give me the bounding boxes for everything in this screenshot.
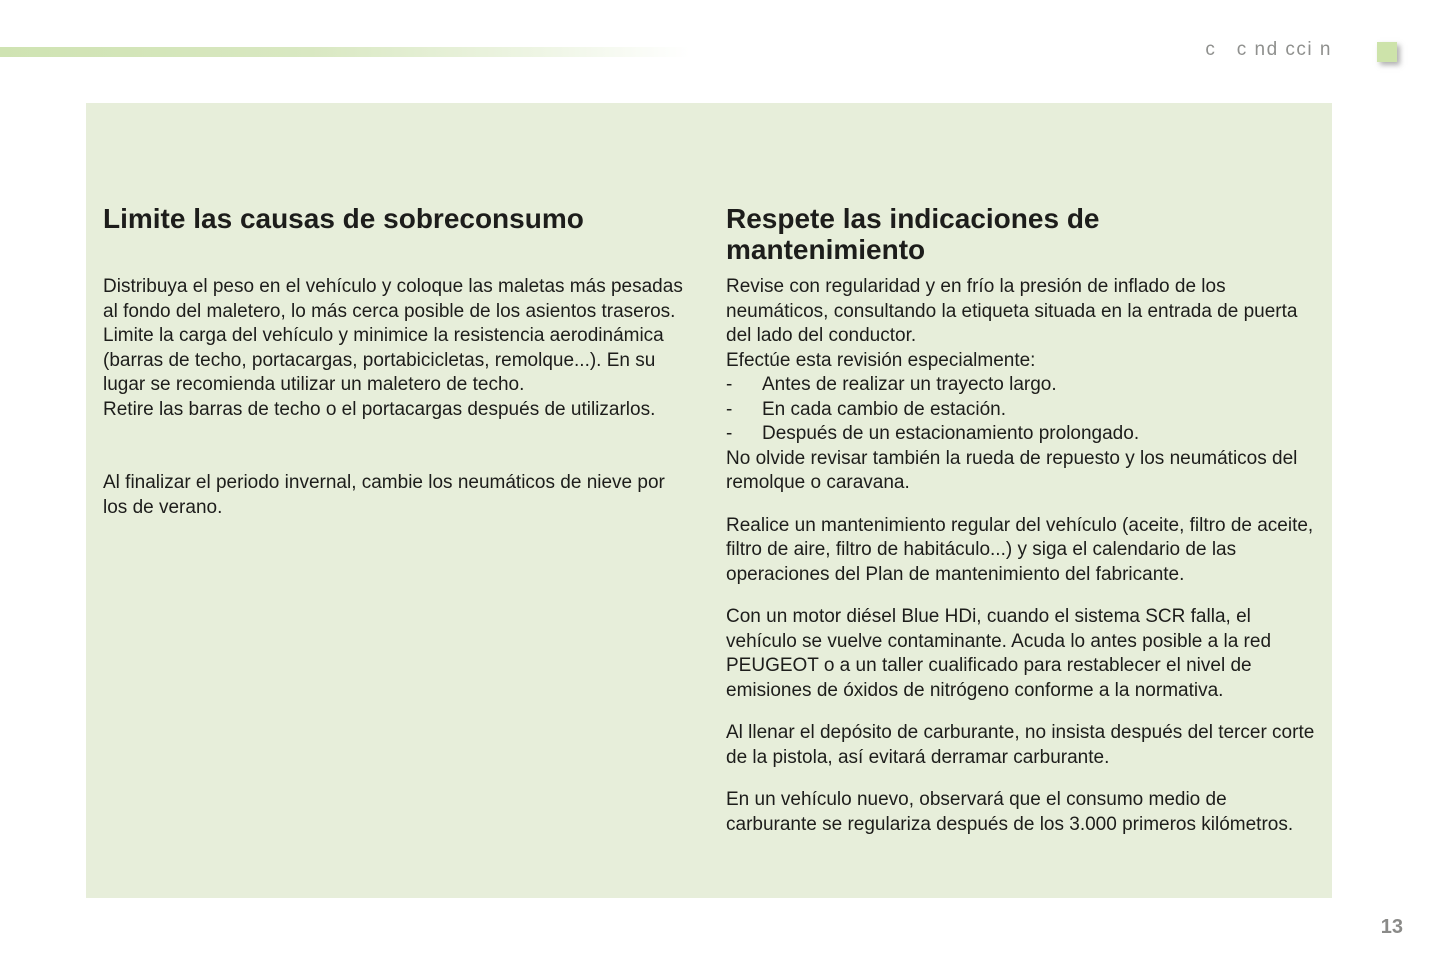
bullet-dash: - [726,398,733,420]
list-item-text: En cada cambio de estación. [762,398,1006,420]
left-column-heading: Limite las causas de sobreconsumo [103,203,584,234]
bullet-dash: - [726,374,733,395]
right-column [726,203,1318,898]
body-paragraph: Distribuya el peso en el vehículo y coloque las maletas más pesadas al fondo del maletero, lo más cerca posible de los asientos traseros. [103,276,683,322]
list-item-text: Antes de realizar un trayecto largo. [762,374,1057,395]
section-color-tab-icon [1377,42,1397,62]
left-column-body [103,275,693,520]
body-paragraph: En un vehículo nuevo, observará que el consumo medio de carburante se regulariza después de los 3.000 primeros kilómetros. [726,789,1294,835]
body-paragraph: Retire las barras de techo o el portacargas después de utilizarlos. [103,398,656,420]
right-column-body [726,275,1318,837]
header-gradient-bar [0,47,690,57]
right-column-heading: Respete las indicaciones de mantenimiento [726,203,1100,265]
body-paragraph: Al llenar el depósito de carburante, no insista después del tercer corte de la pistola, así evitará derramar carburante. [726,722,1315,768]
list-item [726,373,1318,398]
left-column [103,203,693,898]
bullet-dash: - [726,423,733,444]
body-paragraph: Con un motor diésel Blue HDi, cuando el sistema SCR falla, el vehículo se vuelve contaminante. Acuda lo antes posible a la red PEUGEOT o a un taller cualificado para restablecer el nivel de emisiones de óxidos de nitrógeno conforme a la normativa. [726,606,1272,701]
list-item-text: Después de un estacionamiento prolongado. [762,423,1140,444]
section-title: c c nd cci n [1205,39,1332,60]
body-paragraph: Al finalizar el periodo invernal, cambie los neumáticos de nieve por los de verano. [103,472,665,518]
list-item [726,398,1318,423]
page-number: 13 [1380,916,1403,938]
content-panel [86,103,1332,898]
body-paragraph: Revise con regularidad y en frío la presión de inflado de los neumáticos, consultando la etiqueta situada en la entrada de puerta del lado del conductor. [726,276,1298,346]
body-paragraph: Efectúe esta revisión especialmente: [726,349,1036,371]
body-paragraph: No olvide revisar también la rueda de repuesto y los neumáticos del remolque o caravana. [726,447,1298,493]
body-paragraph: Realice un mantenimiento regular del vehículo (aceite, filtro de aceite, filtro de aire, filtro de habitáculo...) y siga el calendario de las operaciones del Plan de mantenimiento del fabricante. [726,514,1314,585]
list-item [726,422,1318,447]
body-paragraph: Limite la carga del vehículo y minimice la resistencia aerodinámica (barras de techo, portacargas, portabicicletas, remolque...). En su lugar se recomienda utilizar un maletero de techo. [103,325,664,395]
